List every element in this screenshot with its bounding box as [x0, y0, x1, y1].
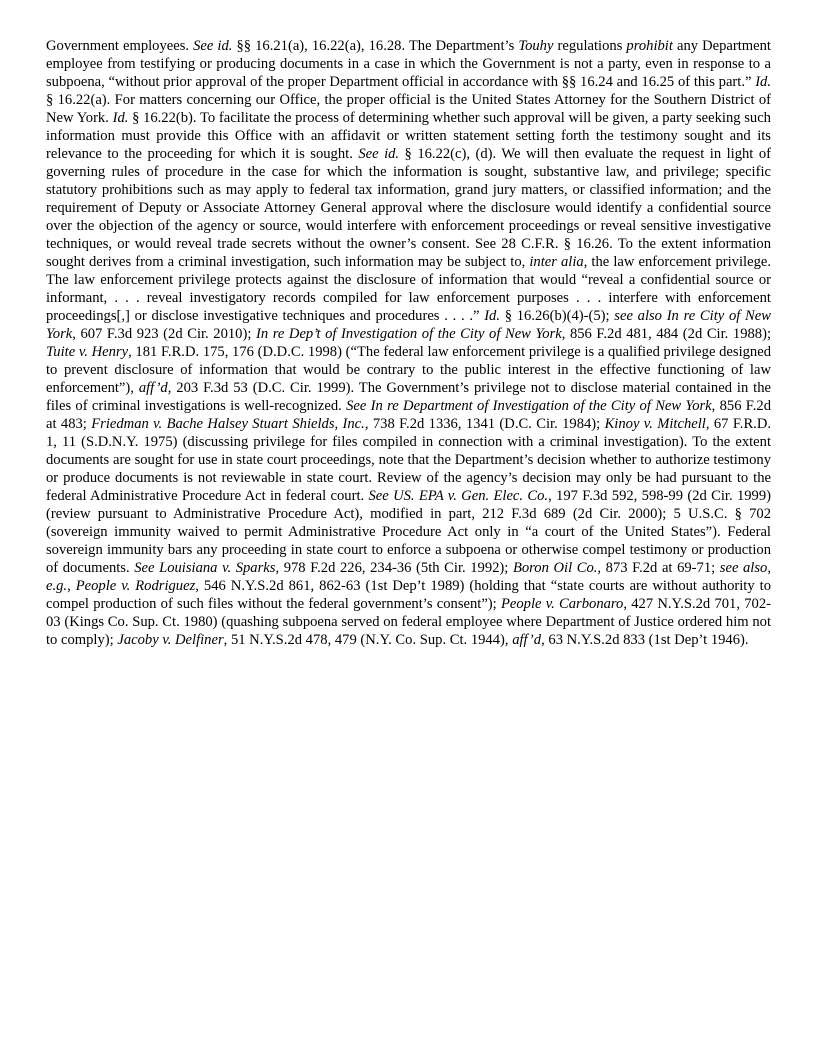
citation-italic-run: See id.	[358, 146, 400, 162]
citation-italic-run: See In re Department of Investigation of the City of New York	[346, 398, 712, 414]
citation-italic-run: Id.	[112, 110, 129, 126]
citation-italic-run: inter alia	[529, 254, 584, 270]
text-run: , 873 F.2d at 69-71;	[597, 560, 720, 576]
citation-italic-run: see also, e.g., People v. Rodriguez	[46, 560, 771, 594]
citation-italic-run: See id.	[193, 38, 233, 54]
text-run: , 63 N.Y.S.2d 833 (1st Dep’t 1946).	[541, 632, 749, 648]
citation-italic-run: prohibit	[626, 38, 673, 54]
text-run: , 51 N.Y.S.2d 478, 479 (N.Y. Co. Sup. Ct. 1944),	[223, 632, 513, 648]
text-run: , 427 N.Y.S.2d 701, 702-03 (Kings Co. Sup. Ct. 1980) (quashing subpoena served on federal employee where Department of Justice ordered him not to comply);	[46, 596, 771, 648]
text-run: regulations	[553, 38, 627, 54]
text-run: , 607 F.3d 923 (2d Cir. 2010);	[72, 326, 256, 342]
citation-italic-run: Friedman v. Bache Halsey Stuart Shields, Inc.	[91, 416, 365, 432]
citation-italic-run: See Louisiana v. Sparks	[134, 560, 276, 576]
citation-italic-run: aff’d	[138, 380, 168, 396]
citation-italic-run: aff’d	[512, 632, 542, 648]
text-run: , 738 F.2d 1336, 1341 (D.C. Cir. 1984);	[364, 416, 605, 432]
citation-italic-run: See US. EPA v. Gen. Elec. Co.	[368, 488, 549, 504]
citation-italic-run: Boron Oil Co.	[512, 560, 598, 576]
citation-italic-run: see also In re City of New York	[46, 308, 771, 342]
text-run: , 856 F.2d at 483;	[46, 398, 771, 432]
text-run: , the law enforcement privilege. The law enforcement privilege protects against the disclosure of information that would “reveal a confidential source or informant, . . . reveal investigatory records compiled for law enforcement purposes . . . interfere with enforcement proceedings[,] or disclose investigative techniques and procedures . . . .”	[46, 254, 771, 324]
text-run: § 16.22(b). To facilitate the process of determining whether such approval will be given, a party seeking such information must provide this Office with an affidavit or written statement setting forth the testimony sought and its relevance to the proceeding for which it is sought.	[46, 110, 771, 162]
text-run: , 856 F.2d 481, 484 (2d Cir. 1988);	[561, 326, 771, 342]
text-run: § 16.22(a). For matters concerning our Office, the proper official is the United States Attorney for the Southern District of New York.	[46, 92, 771, 126]
citation-italic-run: People v. Carbonaro	[500, 596, 624, 612]
citation-italic-run: Id.	[484, 308, 500, 324]
text-run: , 546 N.Y.S.2d 861, 862-63 (1st Dep’t 1989) (holding that “state courts are without authority to compel production of such files without the federal government’s consent”);	[46, 578, 772, 612]
citation-italic-run: Tuite v. Henry	[46, 344, 129, 360]
citation-italic-run: Id.	[755, 74, 771, 90]
text-run: § 16.26(b)(4)-(5);	[500, 308, 615, 324]
text-run: §§ 16.21(a), 16.22(a), 16.28. The Department’s	[232, 38, 519, 54]
citation-italic-run: Jacoby v. Delfiner	[117, 632, 224, 648]
text-run: any Department employee from testifying or producing documents in a case in which the Government is not a party, even in response to a subpoena, “without prior approval of the proper Department official in accordance with §§ 16.24 and 16.25 of this part.”	[46, 38, 771, 90]
citation-italic-run: Kinoy v. Mitchell	[604, 416, 706, 432]
citation-italic-run: Touhy	[518, 38, 554, 54]
text-run: Government employees.	[46, 38, 194, 54]
text-run: , 978 F.2d 226, 234-36 (5th Cir. 1992);	[275, 560, 513, 576]
text-run: , 197 F.3d 592, 598-99 (2d Cir. 1999) (review pursuant to Administrative Procedure Act), modified in part, 212 F.3d 689 (2d Cir. 2000); 5 U.S.C. § 702 (sovereign immunity waived to permit Administrative Procedure Act only in “a court of the United States”). Federal sovereign immunity bars any proceeding in state court to enforce a subpoena or otherwise compel testimony or production of documents.	[46, 488, 771, 576]
text-run: § 16.22(c), (d). We will then evaluate the request in light of governing rules of procedure in the case for which the information is sought, substantive law, and privilege; specific statutory prohibitions such as may apply to federal tax information, grand jury matters, or classified information; and the requirement of Deputy or Associate Attorney General approval where the disclosure would identify a confidential source over the objection of the agency or source, would interfere with enforcement proceedings or reveal sensitive investigative techniques, or would reveal trade secrets without the owner’s consent. See 28 C.F.R. § 16.26. To the extent information sought derives from a criminal investigation, such information may be subject to,	[46, 146, 771, 270]
text-run: , 181 F.R.D. 175, 176 (D.D.C. 1998) (“The federal law enforcement privilege is a qualified privilege designed to prevent disclosure of information that would be contrary to the public interest in the effective functioning of law enforcement”),	[46, 344, 771, 396]
text-run: , 203 F.3d 53 (D.C. Cir. 1999). The Government’s privilege not to disclose material contained in the files of criminal investigations is well-recognized.	[46, 380, 771, 414]
citation-italic-run: In re Dep’t of Investigation of the City of New York	[255, 326, 562, 342]
text-run: , 67 F.R.D. 1, 11 (S.D.N.Y. 1975) (discussing privilege for files compiled in connection with a criminal investigation). To the extent documents are sought for use in state court proceedings, note that the Department’s decision whether to authorize testimony or produce documents is not reviewable in state court. Review of the agency’s decision may only be had pursuant to the federal Administrative Procedure Act in federal court.	[46, 416, 772, 504]
body-paragraph	[46, 37, 771, 649]
